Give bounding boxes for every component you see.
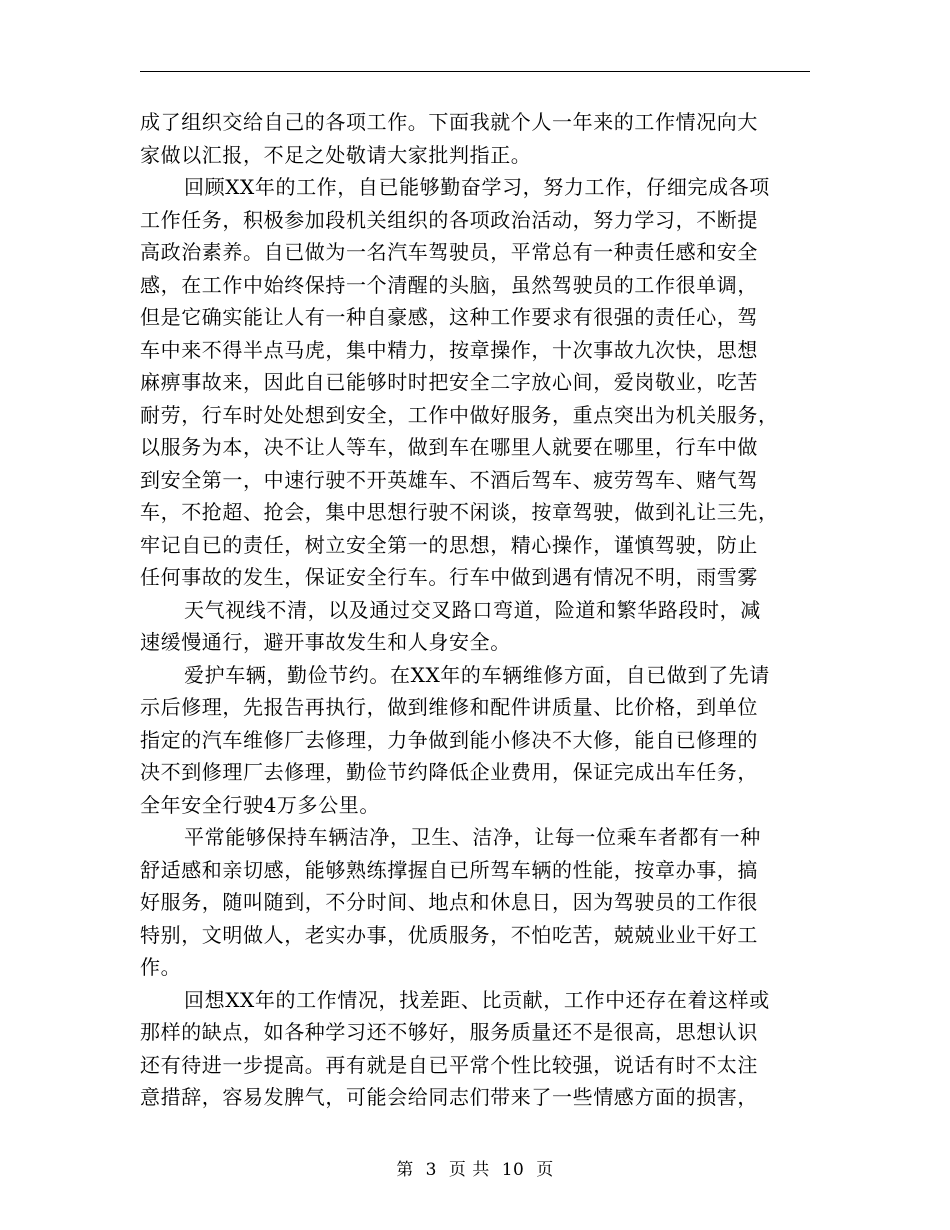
text-line: 意措辞，容易发脾气，可能会给同志们带来了一些情感方面的损害，	[140, 1085, 758, 1109]
text-line: 好服务，随叫随到，不分时间、地点和休息日，因为驾驶员的工作很	[140, 890, 758, 914]
text-line: 示后修理，先报告再执行，做到维修和配件讲质量、比价格，到单位	[140, 695, 758, 719]
text-line: 耐劳，行车时处处想到安全，工作中做好服务，重点突出为机关服务，	[140, 402, 779, 427]
text-line: 舒适感和亲切感，能够熟练撑握自已所驾车辆的性能，按章办事，搞	[140, 857, 758, 882]
text-line: 全年安全行驶4万多公里。	[140, 792, 380, 817]
footer-prefix: 第	[396, 1160, 414, 1180]
text-line: 但是它确实能让人有一种自豪感，这种工作要求有很强的责任心，驾	[140, 305, 758, 329]
text-line: 平常能够保持车辆洁净，卫生、洁净，让每一位乘车者都有一种	[184, 825, 761, 849]
header-rule	[140, 71, 810, 72]
text-line: 指定的汽车维修厂去修理，力争做到能小修决不大修，能自已修理的	[140, 727, 758, 752]
text-line: 车中来不得半点马虎，集中精力，按章操作，十次事故九次快，思想	[140, 337, 758, 362]
text-line: 爱护车辆，勤俭节约。在XX年的车辆维修方面，自已做到了先请	[184, 662, 770, 687]
text-line: 成了组织交给自己的各项工作。下面我就个人一年来的工作情况向大	[140, 110, 758, 134]
text-line: 感，在工作中始终保持一个清醒的头脑，虽然驾驶员的工作很单调，	[140, 272, 758, 297]
text-line: 任何事故的发生，保证安全行车。行车中做到遇有情况不明，雨雪雾	[140, 565, 758, 589]
text-line: 那样的缺点，如各种学习还不够好，服务质量还不是很高，思想认识	[140, 1020, 758, 1044]
text-line: 特别，文明做人，老实办事，优质服务，不怕吃苦，兢兢业业干好工	[140, 922, 758, 947]
text-line: 以服务为本，决不让人等车，做到车在哪里人就要在哪里，行车中做	[140, 435, 758, 459]
footer-total-pages: 10	[501, 1160, 525, 1180]
text-line: 回顾XX年的工作，自已能够勤奋学习，努力工作，仔细完成各项	[184, 175, 770, 199]
text-line: 速缓慢通行，避开事故发生和人身安全。	[140, 630, 511, 654]
text-line: 作。	[140, 955, 182, 979]
text-line: 到安全第一，中速行驶不开英雄车、不酒后驾车、疲劳驾车、赌气驾	[140, 467, 758, 492]
footer-suffix: 页	[536, 1160, 554, 1180]
text-line: 还有待进一步提高。再有就是自已平常个性比较强，说话有时不太注	[140, 1052, 758, 1077]
text-line: 麻痹事故来，因此自已能够时时把安全二字放心间，爱岗敬业，吃苦	[140, 370, 758, 394]
footer-current-page: 3	[425, 1160, 437, 1180]
page-footer	[0, 1155, 950, 1180]
document-body	[140, 106, 820, 1114]
text-line: 牢记自已的责任，树立安全第一的思想，精心操作，谨慎驾驶，防止	[140, 532, 758, 557]
text-line: 天气视线不清，以及通过交叉路口弯道，险道和繁华路段时，减	[184, 597, 761, 622]
footer-middle: 页 共	[448, 1160, 490, 1180]
text-line: 车，不抢超、抢会，集中思想行驶不闲谈，按章驾驶，做到礼让三先，	[140, 500, 779, 524]
text-line: 决不到修理厂去修理，勤俭节约降低企业费用，保证完成出车任务，	[140, 760, 758, 784]
text-line: 工作任务，积极参加段机关组织的各项政治活动，努力学习，不断提	[140, 207, 758, 232]
text-line: 家做以汇报，不足之处敬请大家批判指正。	[140, 142, 532, 167]
text-line: 回想XX年的工作情况，找差距、比贡献，工作中还存在着这样或	[184, 987, 770, 1012]
text-line: 高政治素养。自已做为一名汽车驾驶员，平常总有一种责任感和安全	[140, 240, 758, 264]
